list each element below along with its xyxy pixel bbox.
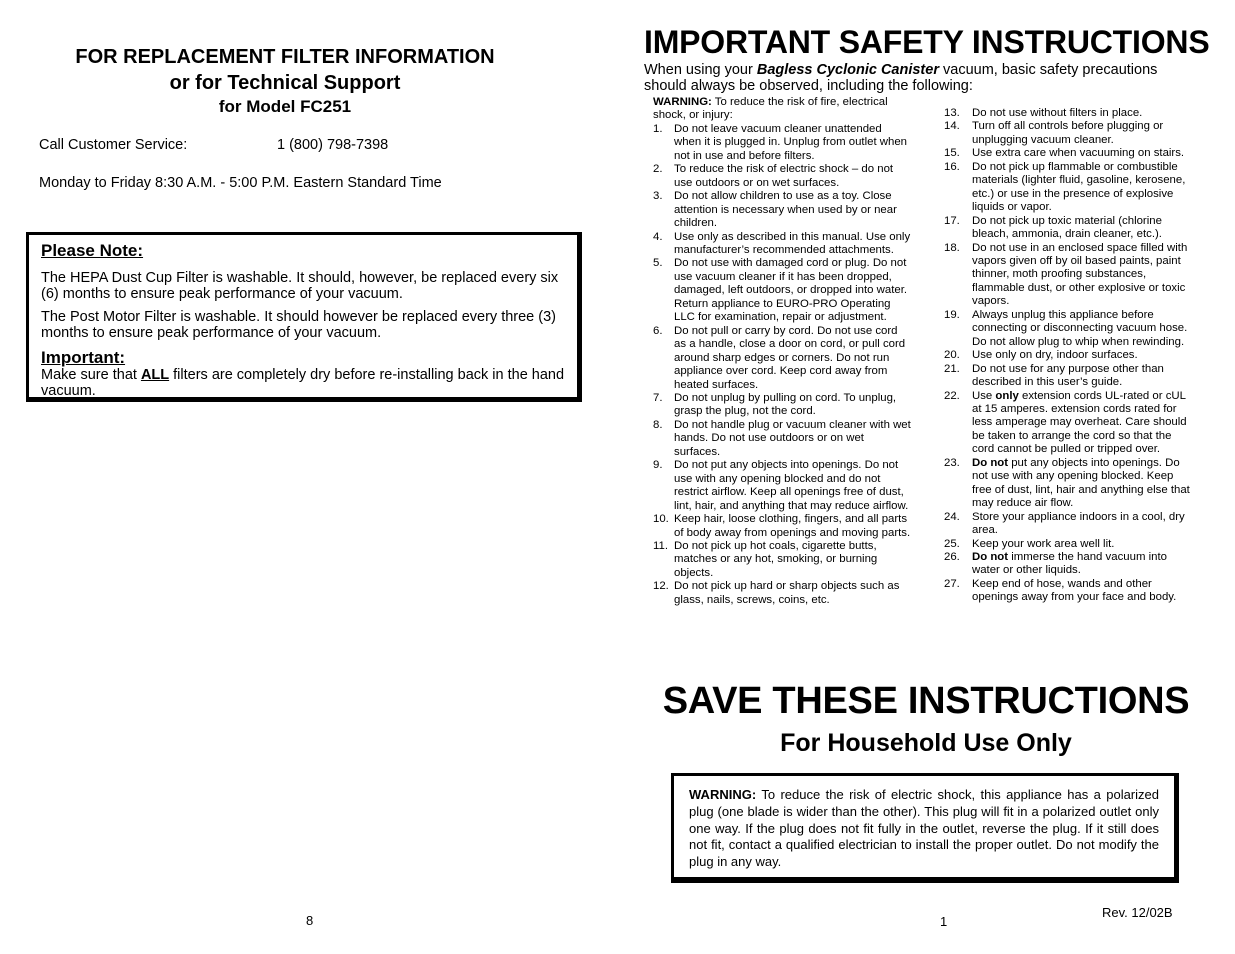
instruction-number: 23.	[944, 456, 960, 469]
instruction-text: Do not allow children to use as a toy. Close attention is necessary when used by or near children.	[674, 190, 897, 230]
instruction-text-pre: Use	[972, 389, 996, 402]
instruction-text: Use extra care when vacuuming on stairs.	[972, 147, 1185, 160]
instruction-text: Keep hair, loose clothing, fingers, and all parts of body away from openings and moving parts.	[674, 513, 911, 539]
important-text-pre: Make sure that	[41, 367, 141, 383]
support-title-line1: FOR REPLACEMENT FILTER INFORMATION	[75, 46, 495, 68]
instruction-item	[944, 511, 1191, 538]
instruction-number: 9.	[653, 459, 663, 472]
instruction-text: Do not handle plug or vacuum cleaner with wet hands. Do not use outdoors or on wet surfaces.	[674, 418, 911, 458]
support-title-line2: or for Technical Support	[169, 72, 401, 94]
instruction-number: 18.	[944, 241, 960, 254]
instruction-item	[653, 163, 911, 190]
instruction-text: Do not use for any purpose other than described in this user’s guide.	[972, 362, 1164, 389]
important-text	[41, 367, 565, 399]
instruction-item	[653, 419, 911, 459]
instruction-item	[944, 349, 1191, 362]
instruction-item	[653, 392, 911, 419]
household-use-subtitle: For Household Use Only	[780, 729, 1072, 757]
revision-label: Rev. 12/02B	[1102, 905, 1173, 920]
page-number-left: 8	[306, 913, 314, 928]
instruction-text: Do not pull or carry by cord. Do not use cord as a handle, close a door on cord, or pull cord around sharp edges or corners. Do not run appliance over cord. Keep cord away from heated surfaces.	[674, 324, 906, 391]
instruction-item	[944, 161, 1191, 215]
instruction-item	[944, 215, 1191, 242]
instruction-list-2	[944, 107, 1191, 605]
instruction-item	[653, 513, 911, 540]
instruction-text	[972, 390, 1187, 456]
instruction-text: Keep end of hose, wands and other openings away from your face and body.	[972, 577, 1177, 604]
instruction-text: Do not use without filters in place.	[972, 107, 1143, 119]
instruction-item	[944, 242, 1191, 309]
instruction-item	[653, 190, 911, 230]
instruction-item	[653, 231, 911, 258]
fire-warning-label: WARNING:	[653, 96, 712, 108]
intro-pre: When using your	[644, 62, 757, 78]
plug-warning-text: To reduce the risk of electric shock, this appliance has a polarized plug (one blade is wider than the other). This plug will fit in a polarized outlet only one way. If the plug does not fit fully in the outlet, reverse the plug. If it still does not fit, contact a qualified electrician to install the proper outlet. Do not modify the plug in any way.	[689, 787, 1159, 870]
instruction-list-1	[653, 123, 911, 607]
phone-number: 1 (800) 798-7398	[277, 137, 389, 153]
intro-post: vacuum, basic safety precautions should always be observed, including the following:	[644, 62, 1158, 94]
plug-warning-label: WARNING:	[689, 787, 757, 802]
instruction-text: Use only as described in this manual. Use only manufacturer’s recommended attachments.	[674, 230, 911, 256]
support-title	[30, 44, 540, 118]
instruction-number: 17.	[944, 214, 960, 227]
instruction-number: 7.	[653, 391, 663, 404]
customer-service-row	[39, 137, 389, 153]
fire-warning	[653, 96, 911, 123]
instruction-number: 2.	[653, 163, 663, 176]
safety-intro	[644, 62, 1204, 94]
instruction-text-post: extension cords UL-rated or cUL at 15 amperes. extension cords rated for less amperage may overheat. Care should be taken to arrange the cord so that the cord cannot be pulled or tripped over.	[972, 389, 1187, 456]
instruction-number: 20.	[944, 349, 960, 362]
polarized-plug-warning-box	[671, 773, 1179, 883]
instruction-text: Use only on dry, indoor surfaces.	[972, 349, 1138, 362]
instruction-text: Do not pick up toxic material (chlorine bleach, ammonia, drain cleaner, etc.).	[972, 214, 1162, 241]
instruction-text	[972, 551, 1167, 576]
instruction-item	[944, 363, 1191, 390]
instruction-number: 12.	[653, 580, 669, 593]
instruction-item	[653, 580, 911, 607]
instruction-number: 8.	[653, 418, 663, 431]
instruction-text: Always unplug this appliance before connecting or disconnecting vacuum hose. Do not allow plug to whip when rewinding.	[972, 308, 1188, 348]
instruction-number: 11.	[653, 539, 668, 552]
instruction-text-bold: Do not	[972, 550, 1009, 563]
instruction-number: 4.	[653, 230, 663, 243]
instruction-text: Do not pick up hot coals, cigarette butts, matches or any hot, smoking, or burning objects.	[674, 539, 878, 579]
instructions-column-2	[944, 107, 1191, 605]
instruction-text: Do not pick up hard or sharp objects such as glass, nails, screws, coins, etc.	[674, 580, 900, 606]
instruction-number: 5.	[653, 257, 663, 270]
instruction-number: 13.	[944, 107, 960, 119]
instruction-number: 14.	[944, 120, 960, 133]
please-note-heading: Please Note:	[41, 241, 144, 260]
instruction-number: 22.	[944, 389, 960, 402]
instruction-text: Do not use in an enclosed space filled with vapors given off by oil based paints, paint thinner, moth proofing substances, flammable dust, or other explosive or toxic vapors.	[972, 241, 1188, 308]
post-motor-filter-note: The Post Motor Filter is washable. It should however be replaced every three (3) months to ensure peak performance of your vacuum.	[41, 309, 556, 341]
important-text-post: filters are completely dry before re-installing back in the hand vacuum.	[41, 367, 565, 399]
important-heading: Important:	[41, 348, 126, 367]
save-instructions-title: SAVE THESE INSTRUCTIONS	[662, 680, 1190, 722]
call-label: Call Customer Service:	[39, 137, 188, 153]
instruction-number: 26.	[944, 550, 960, 563]
instruction-number: 24.	[944, 510, 960, 523]
instruction-number: 25.	[944, 537, 960, 550]
instruction-number: 10.	[653, 513, 669, 526]
instruction-number: 1.	[653, 122, 663, 135]
instruction-item	[944, 147, 1191, 160]
instruction-item	[944, 120, 1191, 147]
instruction-item	[944, 578, 1191, 605]
instruction-text: Do not pick up flammable or combustible materials (lighter fluid, gasoline, kerosene, etc.) or use in the presence of explosive liquids or vapor.	[972, 160, 1186, 214]
instruction-number: 21.	[944, 362, 960, 375]
instruction-item	[944, 390, 1191, 457]
instruction-item	[944, 107, 1191, 120]
instruction-item	[944, 538, 1191, 551]
service-hours: Monday to Friday 8:30 A.M. - 5:00 P.M. Eastern Standard Time	[39, 175, 442, 191]
instruction-number: 19.	[944, 308, 960, 321]
instruction-text: Keep your work area well lit.	[972, 537, 1115, 550]
instruction-text-post: put any objects into openings. Do not use with any opening blocked. Keep free of dust, lint, hair and anything else that may reduce air flow.	[972, 456, 1190, 510]
instruction-text: Turn off all controls before plugging or unplugging vacuum cleaner.	[972, 120, 1164, 146]
instruction-text	[972, 457, 1190, 509]
hepa-filter-note: The HEPA Dust Cup Filter is washable. It should, however, be replaced every six (6) months to ensure peak performance of your vacuum.	[41, 270, 559, 302]
instructions-column-1	[653, 96, 911, 607]
instruction-item	[653, 257, 911, 324]
instruction-text-bold: only	[995, 389, 1019, 402]
instruction-item	[653, 540, 911, 580]
please-note-box	[26, 232, 582, 402]
instruction-text: Store your appliance indoors in a cool, dry area.	[972, 510, 1185, 537]
page-number-right: 1	[940, 914, 948, 929]
important-text-all: ALL	[140, 367, 170, 383]
safety-title: IMPORTANT SAFETY INSTRUCTIONS	[644, 24, 1210, 60]
instruction-text: To reduce the risk of electric shock – do not use outdoors or on wet surfaces.	[674, 163, 894, 189]
fire-warning-text: To reduce the risk of fire, electrical shock, or injury:	[653, 96, 888, 122]
instruction-item	[653, 459, 911, 513]
instruction-item	[944, 551, 1191, 578]
instruction-item	[653, 123, 911, 163]
instruction-text: Do not use with damaged cord or plug. Do not use vacuum cleaner if it has been dropped, damaged, left outdoors, or dropped into water. Return appliance to EURO-PRO Operating LLC for examination, repair or adjustment.	[674, 257, 908, 324]
instruction-item	[944, 309, 1191, 349]
instruction-number: 6.	[653, 324, 663, 337]
instruction-number: 3.	[653, 190, 663, 203]
instruction-number: 15.	[944, 147, 960, 160]
instruction-text: Do not leave vacuum cleaner unattended when it is plugged in. Unplug from outlet when not in use and before filters.	[674, 122, 908, 162]
support-title-line3: for Model FC251	[218, 97, 352, 116]
instruction-item	[653, 325, 911, 392]
instruction-text-post: immerse the hand vacuum into water or other liquids.	[972, 550, 1167, 577]
instruction-item	[944, 457, 1191, 511]
instruction-text: Do not put any objects into openings. Do not use with any opening blocked and do not restrict airflow. Keep all openings free of dust, lint, hair, and anything that may reduce airflow.	[674, 459, 909, 512]
instruction-text-bold: Do not	[972, 456, 1009, 469]
intro-product: Bagless Cyclonic Canister	[756, 62, 939, 78]
instruction-number: 16.	[944, 160, 960, 173]
instruction-number: 27.	[944, 577, 960, 590]
instruction-text: Do not unplug by pulling on cord. To unplug, grasp the plug, not the cord.	[674, 391, 897, 418]
